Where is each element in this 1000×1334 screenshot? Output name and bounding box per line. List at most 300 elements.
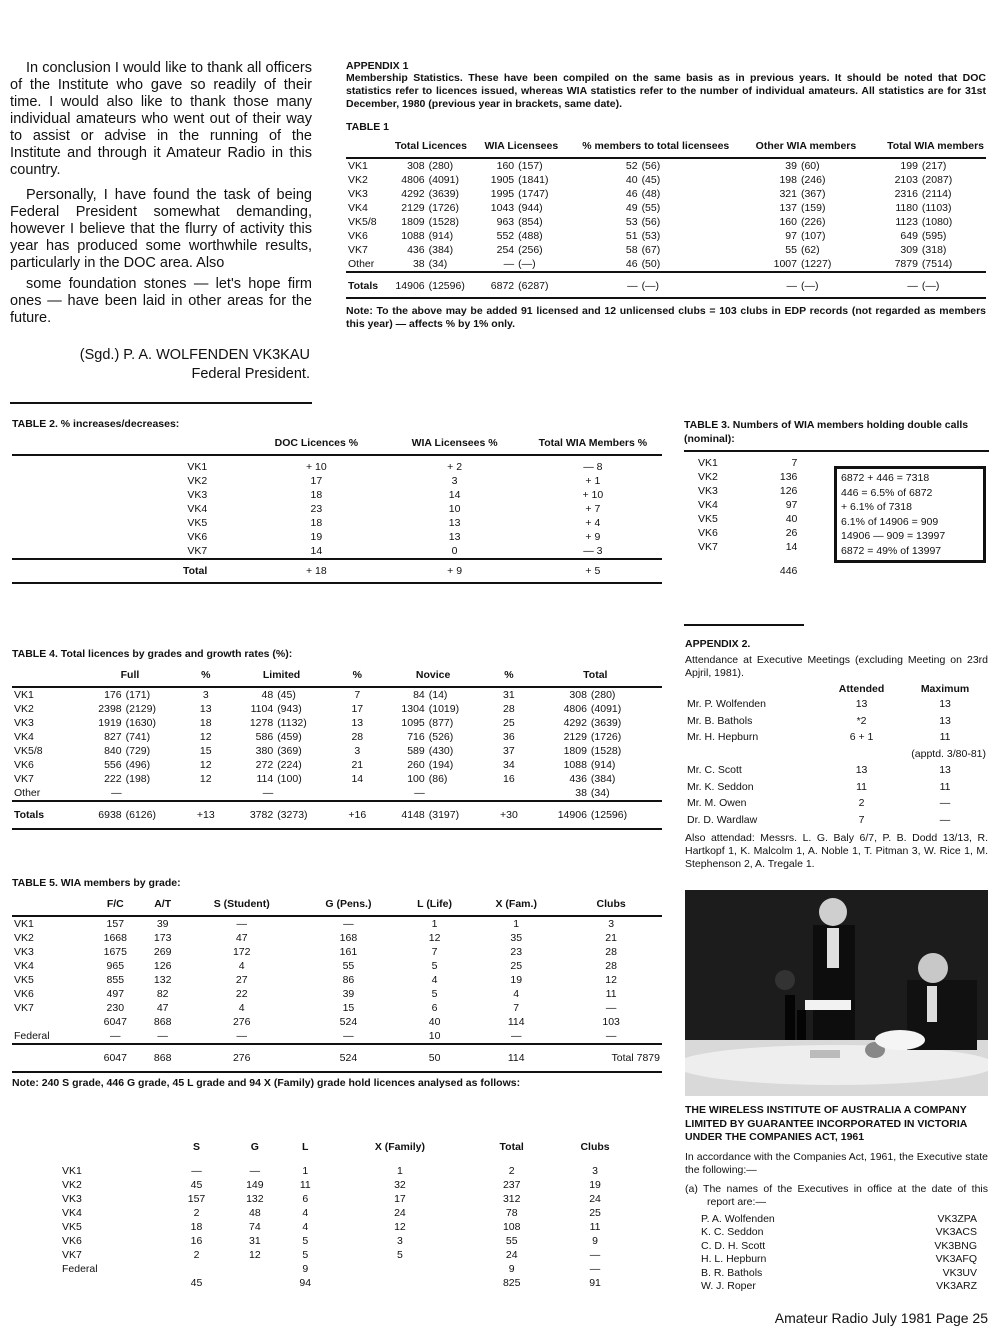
attendance-cell: 13 <box>855 698 868 710</box>
table-6-cell <box>167 1262 225 1276</box>
table-5-cell: — <box>605 1002 617 1014</box>
table-5-cell: VK4 <box>14 960 34 972</box>
table-6-cell: 18 <box>190 1221 203 1233</box>
table-4-cell: 260 <box>407 759 425 771</box>
table-5-total-cell: 114 <box>472 1044 560 1072</box>
table-5-cell: 10 <box>428 1030 441 1042</box>
table-3-calc-box <box>834 466 986 563</box>
table-1-cell: VK3 <box>348 188 368 200</box>
table-1-row <box>346 215 986 229</box>
table-6 <box>60 1140 640 1290</box>
table-4-cell: (459) <box>277 731 302 743</box>
table-5-cell: 6047 <box>103 1016 127 1028</box>
signature-title: Federal President. <box>191 366 310 382</box>
table-2-cell: VK1 <box>12 455 247 474</box>
table-5-total-cell <box>12 1044 89 1072</box>
table-4 <box>12 668 662 830</box>
table-6-cell: VK1 <box>62 1165 82 1177</box>
table-3-title: TABLE 3. Numbers of WIA members holding double calls (nominal): <box>684 419 969 445</box>
table-2-cell: + 9 <box>585 531 601 543</box>
appendix-1-heading: APPENDIX 1 <box>346 60 409 72</box>
table-2-cell: 23 <box>310 503 323 515</box>
table-4-cell <box>124 786 186 801</box>
table-1-cell: 46 <box>625 188 638 200</box>
table-5-total-cell: 6047 <box>89 1044 142 1072</box>
table-5-cell: 524 <box>339 1016 358 1028</box>
attendance-header-cell: Attended <box>838 683 885 695</box>
table-4-cell: 308 <box>529 687 589 702</box>
table-1-header <box>346 139 986 158</box>
executive-row <box>699 1240 979 1254</box>
table-6-row <box>60 1276 640 1290</box>
table-5-cell: 4 <box>431 974 438 986</box>
appendix-1 <box>346 60 986 331</box>
table-2-cell: VK3 <box>187 489 208 501</box>
table-6-cell: — <box>589 1249 601 1261</box>
table-4-cell: 4806 <box>563 703 587 715</box>
table-4-row <box>12 772 662 786</box>
table-1-cell: (4091) <box>428 174 459 186</box>
executive-row <box>699 1267 979 1281</box>
attendance-cell: Dr. D. Wardlaw <box>687 813 758 826</box>
table-4-cell: 12 <box>199 731 212 743</box>
table-4-cell: VK1 <box>12 687 74 702</box>
table-1-cell: (595) <box>921 230 947 242</box>
table-2-cell: VK4 <box>187 503 208 515</box>
table-5-cell: 7 <box>513 1002 520 1014</box>
table-1-cell: (1747) <box>518 188 549 200</box>
table-4-cell: 1088 <box>563 759 587 771</box>
table-3-row <box>696 484 799 498</box>
table-6-cell: 2 <box>508 1165 515 1177</box>
table-4-cell: 1304 <box>401 703 425 715</box>
table-1-cell: (34) <box>428 258 448 270</box>
table-5-totals <box>12 1044 662 1072</box>
table-1-cell: (—) <box>518 258 536 270</box>
executive-row <box>699 1280 979 1294</box>
table-6-total-cell: 91 <box>589 1277 601 1289</box>
table-1-cell: (107) <box>800 230 826 242</box>
table-4-cell: 21 <box>351 759 364 771</box>
executive-cell: VK3ARZ <box>936 1280 977 1292</box>
table-5-cell: 855 <box>106 974 125 986</box>
table-4-cell: 14 <box>351 773 364 785</box>
attendance-cell: Mr. K. Seddon <box>687 780 754 793</box>
table-1-cell: 2316 <box>894 188 918 200</box>
calc-line: 6872 = 49% of 13997 <box>841 544 942 557</box>
table-4-cell: 4292 <box>563 717 587 729</box>
table-4-cell: (877) <box>428 717 454 729</box>
table-1-cell: (914) <box>428 230 454 242</box>
table-1-cell: VK4 <box>348 202 368 214</box>
table-4-cell: (100) <box>277 773 302 785</box>
executive-cell: H. L. Hepburn <box>701 1253 767 1265</box>
attendance-row <box>685 795 988 812</box>
table-4-cell: 1919 <box>98 717 122 729</box>
table-5-cell: 126 <box>153 960 172 972</box>
table-5-row <box>12 931 662 945</box>
table-1-total-cell: (12596) <box>427 272 476 298</box>
table-4-cell: (198) <box>125 773 151 785</box>
table-5-bottom-rule <box>12 1072 662 1073</box>
table-5-cell: 47 <box>235 932 248 944</box>
page-footer: Amateur Radio July 1981 Page 25 <box>774 1310 988 1326</box>
table-2-cell: 17 <box>310 475 323 487</box>
table-6-cell: 3 <box>592 1165 598 1177</box>
table-6-cell: 157 <box>187 1193 206 1205</box>
table-6-cell <box>226 1262 284 1276</box>
table-1-cell: 1995 <box>490 188 515 200</box>
table-2-cell: VK2 <box>187 475 208 487</box>
attendance-cell: 2 <box>858 797 865 809</box>
table-1-cell: 308 <box>386 158 426 173</box>
table-5-cell: 35 <box>510 932 523 944</box>
table-4-cell: (729) <box>125 745 151 757</box>
table-4-header-cell: % <box>352 669 362 681</box>
table-2-total-cell: Total <box>12 559 247 583</box>
table-6-cell: 6 <box>302 1193 309 1205</box>
table-1-cell: VK6 <box>348 230 368 242</box>
table-1-cell: (1103) <box>921 202 952 214</box>
signature <box>10 346 310 384</box>
table-5-cell: VK1 <box>12 916 89 931</box>
table-5-cell: 4 <box>238 960 245 972</box>
table-1-cell: 39 <box>745 158 799 173</box>
table-2-cell: 13 <box>448 531 461 543</box>
table-2-row <box>12 488 662 502</box>
table-5-cell: 230 <box>106 1002 125 1014</box>
table-5-header-cell: A/T <box>154 898 172 910</box>
table-1-cell: (854) <box>518 216 543 228</box>
executive-row <box>699 1213 979 1227</box>
table-6-cell: 25 <box>589 1207 601 1219</box>
attendance-cell: — <box>939 797 951 809</box>
appendix-1-text <box>346 72 986 111</box>
table-4-cell <box>275 786 337 801</box>
table-1-total-cell: (—) <box>799 272 867 298</box>
table-4-cell: VK6 <box>14 759 34 771</box>
table-4-cell: (1528) <box>590 745 622 757</box>
table-4-header-cell: Total <box>583 669 608 681</box>
table-1-cell: (48) <box>641 188 661 200</box>
table-4-cell: — <box>414 787 425 799</box>
table-3-underline <box>684 624 804 626</box>
table-3-cell: VK4 <box>698 499 718 511</box>
table-4-cell: 84 <box>377 687 427 702</box>
table-4-cell: Other <box>14 787 41 799</box>
table-1-cell: 51 <box>625 230 638 242</box>
table-4-cell: 2129 <box>563 731 587 743</box>
attendance-row <box>685 696 988 713</box>
executive-cell: VK3ZPA <box>937 1212 977 1225</box>
table-2-cell: VK7 <box>187 545 208 557</box>
table-4-header-cell <box>12 668 74 687</box>
table-4-cell: 48 <box>226 687 276 702</box>
table-5-cell: — <box>300 916 397 931</box>
table-6-cell: 4 <box>302 1221 309 1233</box>
table-5-row <box>12 987 662 1001</box>
table-4-cell: VK5/8 <box>14 745 43 757</box>
table-4-cell: 1095 <box>401 717 425 729</box>
table-4-cell: (914) <box>590 759 616 771</box>
table-4-cell: (369) <box>277 745 302 757</box>
table-2-cell: 19 <box>310 531 323 543</box>
table-5-cell: — <box>236 1030 247 1042</box>
attendance-cell: (apptd. 3/80-81) <box>911 747 986 760</box>
table-1-total-cell: (—) <box>640 272 745 298</box>
table-4-cell: (224) <box>277 759 302 771</box>
table-1-header-cell <box>346 139 386 158</box>
table-6-cell: 31 <box>249 1235 261 1247</box>
table-6-cell: VK4 <box>62 1207 82 1219</box>
appendix-1-lead: Membership Statistics. <box>346 72 463 84</box>
table-6-cell: 3 <box>397 1235 403 1247</box>
table-5-cell: 3 <box>560 916 662 931</box>
calc-line: 446 = 6.5% of 6872 <box>841 486 933 499</box>
table-1-header-cell: WIA Licensees <box>484 140 559 152</box>
table-4-row <box>12 716 662 730</box>
table-4-row <box>12 758 662 772</box>
table-1-cell: (488) <box>518 230 543 242</box>
table-4-cell: 16 <box>503 773 515 785</box>
executive-cell: P. A. Wolfenden <box>701 1212 775 1225</box>
table-4-cell: (741) <box>125 731 151 743</box>
table-6-total-cell <box>226 1276 284 1290</box>
appendix-2-heading: APPENDIX 2. <box>685 638 751 650</box>
table-1-cell: (55) <box>641 202 661 214</box>
table-1-cell: (318) <box>921 244 947 256</box>
table-5-cell: 82 <box>156 988 169 1000</box>
table-2-cell: + 2 <box>385 455 523 474</box>
table-1-cell: VK7 <box>348 244 368 256</box>
table-6-cell: 312 <box>502 1193 521 1205</box>
table-4-header <box>12 668 662 687</box>
table-1-cell: VK1 <box>346 158 386 173</box>
attendance-cell: 13 <box>939 764 951 776</box>
calc-line: 14906 — 909 = 13997 <box>841 530 946 542</box>
table-4-cell: (194) <box>428 759 454 771</box>
table-2-row <box>12 474 662 488</box>
table-5-row <box>12 1001 662 1015</box>
table-6-cell: 9 <box>592 1235 598 1247</box>
appendix-2 <box>685 638 988 871</box>
table-4-totals <box>12 801 662 829</box>
table-1-total-cell: — <box>745 272 799 298</box>
table-4-cell: 34 <box>503 759 515 771</box>
table-1-cell: (60) <box>799 158 867 173</box>
table-5-cell: 39 <box>342 988 355 1000</box>
table-4-cell: 586 <box>255 731 274 743</box>
attendance-cell: Mr. B. Bathols <box>687 714 753 727</box>
table-5-cell: 1675 <box>103 946 127 958</box>
table-1-total-cell: (6287) <box>516 272 567 298</box>
table-4-cell: 12 <box>199 759 212 771</box>
table-4-total-cell: (6126) <box>124 801 186 829</box>
table-2-row <box>12 530 662 544</box>
table-4-cell: 589 <box>407 745 425 757</box>
table-6-cell: Federal <box>62 1263 98 1275</box>
table-3-row <box>696 526 799 540</box>
table-2-cell: 13 <box>448 517 461 529</box>
table-1-cell: 7879 <box>894 258 918 270</box>
table-6-row <box>60 1206 640 1220</box>
executive-row <box>699 1253 979 1267</box>
table-2-header <box>12 436 662 455</box>
table-6-cell: 55 <box>505 1235 518 1247</box>
table-5-cell: 39 <box>142 916 184 931</box>
table-3-cell: VK5 <box>698 513 718 525</box>
table-6-cell: 11 <box>299 1179 311 1191</box>
table-1-total-cell: — <box>567 272 640 298</box>
table-4-cell: (2129) <box>125 703 156 715</box>
table-5-cell: 173 <box>153 932 172 944</box>
table-4-cell: 17 <box>351 703 364 715</box>
executive-cell: B. R. Bathols <box>701 1266 763 1279</box>
company-heading: THE WIRELESS INSTITUTE OF AUSTRALIA A COMPANY LIMITED BY GUARANTEE INCORPORATED IN VICTORIA UNDER THE COMPANIES ACT, 1961 <box>685 1104 967 1143</box>
table-1-note <box>346 305 986 331</box>
table-2-cell: + 1 <box>585 475 601 487</box>
table-6-cell: 1 <box>397 1165 403 1177</box>
table-2-cell: 10 <box>448 503 461 515</box>
table-2-cell: + 7 <box>585 503 601 515</box>
table-2-header-cell: WIA Licensees % <box>411 437 498 449</box>
table-5-cell: 868 <box>153 1016 172 1028</box>
table-2-row <box>12 502 662 516</box>
table-4-cell: (4091) <box>590 703 622 715</box>
table-1-cell: 49 <box>625 202 638 214</box>
table-4-cell: 36 <box>503 731 515 743</box>
table-4-cell: 13 <box>351 717 364 729</box>
table-4-cell: 15 <box>199 745 212 757</box>
attendance-header-cell: Maximum <box>920 683 970 695</box>
table-2-header-cell <box>12 436 247 455</box>
table-5-cell: 23 <box>510 946 523 958</box>
table-5-cell: 15 <box>342 1002 355 1014</box>
table-5-cell: 1 <box>397 916 472 931</box>
table-5-cell: — <box>510 1030 522 1042</box>
table-1-cell: VK2 <box>348 174 368 186</box>
table-4-cell: 840 <box>104 745 122 757</box>
table-4-cell <box>489 786 529 801</box>
table-4-cell: (1132) <box>277 717 307 729</box>
table-5-row <box>12 959 662 973</box>
table-4-cell: 2398 <box>98 703 122 715</box>
table-4-header-cell: Limited <box>262 669 301 681</box>
table-1-cell: (1841) <box>518 174 549 186</box>
table-1-cell: 55 <box>785 244 797 256</box>
table-2-cell: 18 <box>310 517 323 529</box>
table-4-cell: (1726) <box>590 731 622 743</box>
table-4-cell: 272 <box>255 759 274 771</box>
table-1-row <box>346 173 986 187</box>
executive-cell: VK3BNG <box>934 1239 977 1252</box>
table-6-cell: 17 <box>394 1193 406 1205</box>
table-6-header-cell: Total <box>499 1141 524 1153</box>
table-5-cell: — <box>605 1030 617 1042</box>
executive-cell: VK3ACS <box>935 1226 977 1238</box>
table-6-cell: 74 <box>249 1221 261 1233</box>
table-5-cell: 4 <box>238 1002 245 1014</box>
table-5-cell: 28 <box>605 946 617 958</box>
table-1-cell: 1007 <box>773 258 797 270</box>
attendance-table <box>685 682 988 828</box>
table-1-bottom-rule <box>346 298 986 299</box>
table-5-cell: VK5 <box>14 974 34 986</box>
table-1-cell: (157) <box>516 158 567 173</box>
table-2-cell: — 3 <box>583 545 603 557</box>
table-5-cell: 21 <box>605 932 617 944</box>
table-4-cell: 1809 <box>563 745 587 757</box>
table-6-cell: 16 <box>190 1235 203 1247</box>
table-1-cell: Other <box>348 258 375 270</box>
table-4-row <box>12 702 662 716</box>
attendance-cell: 11 <box>939 731 951 743</box>
table-3-cell: 40 <box>785 513 798 525</box>
table-5-cell: 5 <box>431 960 438 972</box>
table-6-header-cell: X (Family) <box>374 1141 426 1153</box>
table-6-cell: 9 <box>508 1263 515 1275</box>
table-3-cell: 97 <box>785 499 798 511</box>
table-6-header <box>60 1140 640 1164</box>
table-4-bottom-rule <box>12 829 662 830</box>
table-3-cell: VK7 <box>698 541 718 553</box>
table-3-cell: 14 <box>785 541 798 553</box>
table-1-title: TABLE 1 <box>346 121 389 133</box>
table-4-cell: (3639) <box>590 717 622 729</box>
table-6-cell: 149 <box>246 1179 264 1191</box>
table-4-cell: 222 <box>104 773 122 785</box>
table-4-cell: 12 <box>199 773 212 785</box>
attendance-row <box>685 812 988 829</box>
table-6-cell: 32 <box>394 1179 406 1191</box>
table-1-row <box>346 187 986 201</box>
divider <box>10 402 312 404</box>
table-5-cell: 103 <box>602 1016 620 1028</box>
table-1-cell: VK5/8 <box>348 216 377 228</box>
table-3-cell <box>696 554 720 578</box>
table-6-cell: 1 <box>302 1165 309 1177</box>
table-5-block <box>12 877 662 1090</box>
table-6-cell: 24 <box>589 1193 601 1205</box>
table-1-cell: 198 <box>779 174 797 186</box>
table-1-cell: 40 <box>625 174 638 186</box>
table-1-cell: 1088 <box>401 230 425 242</box>
table-2-row <box>12 544 662 559</box>
attendance-cell: Mr. C. Scott <box>687 764 742 776</box>
table-1-cell: (384) <box>428 244 454 256</box>
table-1-cell: 199 <box>867 158 920 173</box>
table-3-row <box>696 540 799 554</box>
table-1-cell: 321 <box>779 188 797 200</box>
table-4-cell: 7 <box>338 687 378 702</box>
table-2-cell: + 4 <box>585 517 601 529</box>
table-1-cell: 4806 <box>401 174 425 186</box>
table-2-bottom-rule <box>12 583 662 584</box>
table-1-row <box>346 201 986 215</box>
table-2-cell: VK6 <box>187 531 208 543</box>
table-5-header-cell: L (Life) <box>417 898 452 910</box>
table-1-cell: (217) <box>920 158 986 173</box>
table-4-cell: 716 <box>407 731 425 743</box>
table-4-cell: (86) <box>428 773 448 785</box>
table-1-cell: (7514) <box>921 258 953 270</box>
executives-table <box>699 1213 979 1294</box>
table-1-cell: 1905 <box>490 174 515 186</box>
table-1-cell: (3639) <box>428 188 459 200</box>
attendance-cell: 6 + 1 <box>849 731 874 743</box>
table-5-cell: 7 <box>431 946 438 958</box>
table-5-cell: 12 <box>605 974 617 986</box>
